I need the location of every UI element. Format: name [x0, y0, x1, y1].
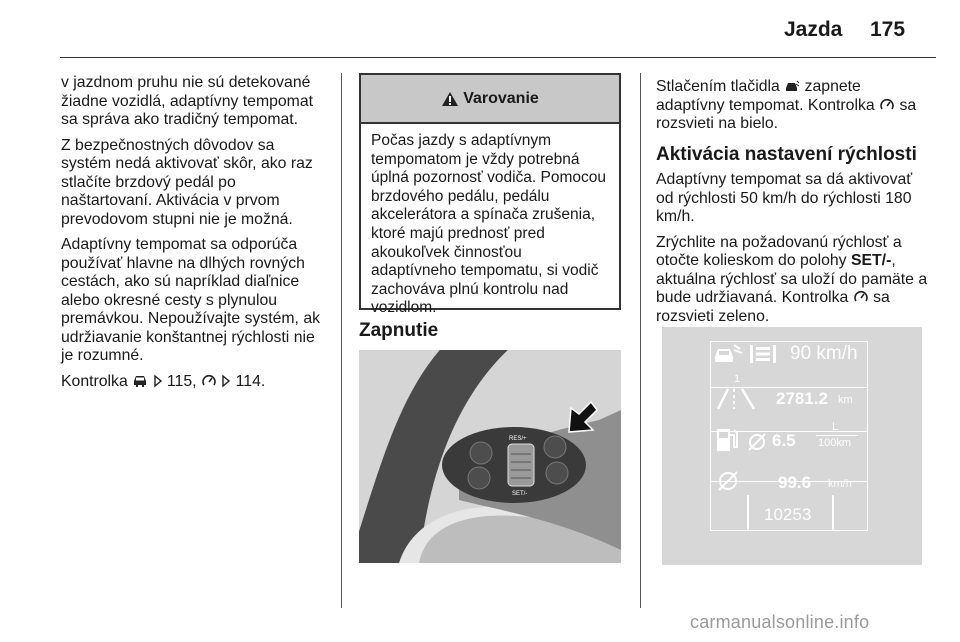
warning-title: Varovanie	[463, 89, 539, 107]
adaptive-cruise-button-icon	[784, 79, 800, 93]
column-3	[656, 78, 928, 333]
paragraph-text: Stlačením tlačidla	[656, 78, 780, 95]
fraction-bar	[816, 435, 858, 436]
paragraph-text: Zrýchlite na požadovanú rýchlosť a otočte kolieskom do polohy	[656, 233, 902, 269]
paragraph: Adaptívny tempomat sa odporúča používať hlavne na dlhých rovných cestách, ako sú napríklad diaľnice alebo okresné cesty s plynulou premávkou. Nepoužívajte systém, ak udržiavanie konštantnej rýchlosti nie je rozumné.	[61, 236, 321, 364]
fuel-unit-top: L	[832, 421, 839, 433]
fuel-unit-bottom: 100km	[818, 437, 852, 449]
chapter-title: Jazda	[784, 18, 843, 41]
paragraph	[656, 78, 928, 134]
paragraph-text: , aktuálna rýchlosť sa uloží do pamäte a bude udržiavaná. Kontrolka	[656, 252, 928, 306]
column-divider-1	[341, 73, 342, 608]
average-icon	[746, 431, 768, 453]
average-speed-unit: km/h	[828, 478, 852, 490]
instrument-display-illustration	[662, 327, 922, 565]
ref-arrow-icon	[153, 374, 163, 388]
warning-header	[361, 75, 619, 124]
paragraph-text: zapnete adaptívny tempomat. Kontrolka	[656, 78, 875, 114]
paragraph	[61, 373, 327, 392]
cruise-control-icon	[853, 290, 869, 304]
ref-arrow-icon	[221, 374, 231, 388]
column-divider-2	[640, 73, 641, 608]
cruise-control-icon	[201, 374, 217, 388]
header-divider	[60, 57, 936, 58]
watermark: carmanualsonline.info	[690, 612, 870, 632]
warning-text: Počas jazdy s adaptívnym tempomatom je vždy potrebná úplná pozornosť vodiča. Pomocou brzdového pedálu, pedálu akcelerátora a spínača zrušenia, ktoré majú prednosť pred akoukoľvek činnosťou adaptívneho tempomatu, si vodič zachováva plnú kontrolu nad vozidlom.	[371, 132, 607, 317]
car-icon	[132, 374, 148, 388]
warning-box	[359, 73, 621, 317]
paragraph-text: Kontrolka	[61, 372, 128, 390]
paragraph: v jazdnom pruhu nie sú detekované žiadne vozidlá, adaptívny tempomat sa správa ako tradičný tempomat.	[61, 74, 314, 128]
odometer: 10253	[764, 505, 812, 524]
odo-divider-left	[747, 495, 749, 531]
set-speed: 90 km/h	[790, 343, 858, 364]
page-number: 175	[870, 18, 906, 41]
odo-divider-right	[832, 495, 834, 531]
section-heading: Zapnutie	[359, 320, 439, 341]
page-ref: 115,	[166, 372, 197, 390]
average-speed: 99.6	[778, 473, 812, 492]
paragraph: Adaptívny tempomat sa dá aktivovať od rýchlosti 50 km/h do rýchlosti 180 km/h.	[656, 171, 913, 225]
res-label: RES/+	[509, 436, 527, 442]
paragraph: Z bezpečnostných dôvodov sa systém nedá aktivovať skôr, ako raz stlačíte brzdový pedál po naštartovaní. Aktivácia v prvom prevodovom stupni nie je možná.	[61, 136, 313, 228]
trip-index: 1	[734, 373, 741, 385]
trip-value: 2781.2	[776, 389, 828, 408]
average-icon	[716, 469, 740, 493]
column-2-heading-wrap	[359, 322, 438, 348]
paragraph-text: sa rozsvieti zeleno.	[656, 289, 890, 325]
column-1	[61, 74, 327, 398]
set-label-bold: SET/-	[850, 252, 892, 269]
section-heading: Aktivácia nastavení rýchlosti	[656, 143, 917, 165]
paragraph-text: sa rozsvieti na bielo.	[656, 96, 917, 132]
set-label: SET/-	[512, 491, 528, 497]
page-ref: 114.	[235, 372, 266, 390]
fuel-consumption: 6.5	[772, 431, 796, 450]
road-icon	[714, 385, 760, 411]
fuel-pump-icon	[714, 425, 742, 455]
cruise-control-icon	[879, 98, 895, 112]
warning-triangle-icon	[441, 91, 459, 107]
paragraph	[656, 234, 928, 327]
trip-unit: km	[838, 394, 853, 406]
steering-wheel-illustration	[359, 350, 621, 563]
